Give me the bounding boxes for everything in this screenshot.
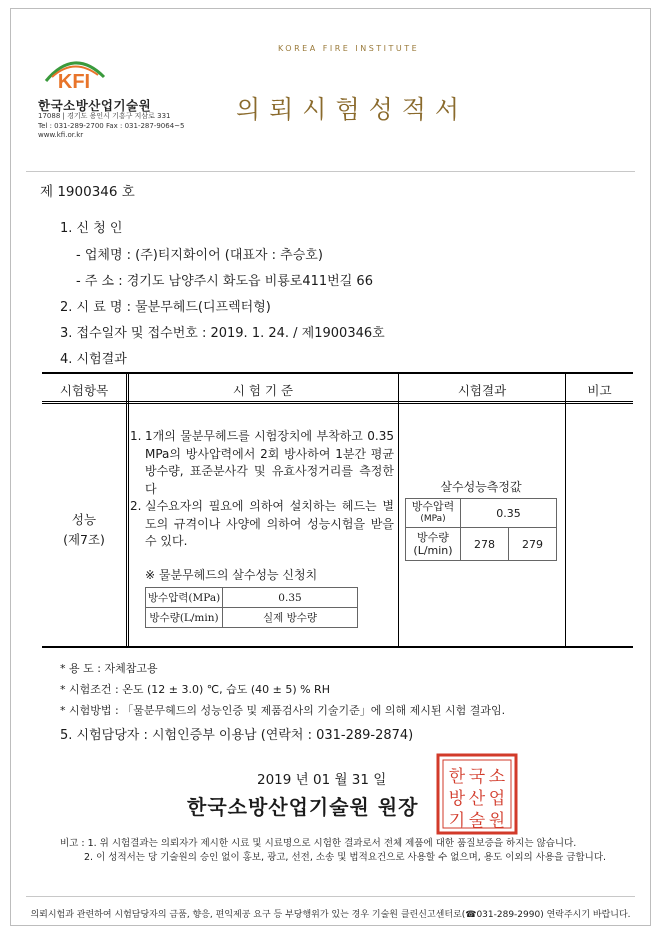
pressure-label-cell <box>406 499 461 528</box>
usage-block <box>60 658 505 721</box>
claim-table <box>145 587 358 628</box>
pressure-unit: (MPa) <box>420 514 446 524</box>
criteria-number: 1. <box>130 429 142 443</box>
address-line <box>76 270 373 289</box>
footer-divider <box>26 896 635 897</box>
document-title: 의뢰시험성적서 <box>236 95 469 124</box>
criteria-text: 실수요자의 필요에 의하여 설치하는 헤드는 별도의 규격이나 사양에 의하여 성능시험을 받을 수 있다. <box>145 499 394 548</box>
header-test-item: 시험항목 <box>59 383 109 398</box>
criteria-item <box>130 428 394 498</box>
usage-purpose: * 용 도 : 자체참고용 <box>60 662 158 675</box>
issuer-name: 한국소방산업기술원 원장 <box>187 795 419 819</box>
svg-text:KFI: KFI <box>57 71 91 91</box>
sample-value: 물분무헤드(디프렉터형) <box>135 300 271 315</box>
company-line <box>76 244 323 263</box>
usage-method: * 시험방법 : 「물분무헤드의 성능인증 및 제품검사의 기술기준」에 의해 제시된 시험 결과임. <box>60 704 506 717</box>
official-seal-image <box>435 752 519 836</box>
remark-line-2: 2. 이 성적서는 당 기술원의 승인 없이 홍보, 광고, 선전, 소송 및 법적요건으로 사용할 수 없으며, 용도 이외의 사용을 금합니다. <box>84 852 607 863</box>
svg-text:산: 산 <box>468 789 486 809</box>
svg-text:술: 술 <box>468 811 486 831</box>
flow-unit: (L/min) <box>413 544 453 557</box>
table-divider <box>398 372 399 648</box>
address-label: - 주 소 : <box>76 274 127 289</box>
org-address: 17088 | 경기도 용인시 기흥구 지삼로 331 <box>38 112 171 120</box>
claim-value: 실제 방수량 <box>223 608 358 628</box>
sample-label: 2. 시 료 명 : <box>60 300 136 315</box>
remark-line-1: 비고 : 1. 위 시험결과는 의뢰자가 제시한 시료 및 시료명으로 시험한 결과로서 전체 제품에 대한 품질보증을 하지는 않습니다. <box>60 838 577 849</box>
claim-label: 방수압력(MPa) <box>146 588 223 608</box>
test-item-cell <box>42 510 126 550</box>
org-name: 한국소방산업기술원 <box>38 98 152 113</box>
test-item-clause: (제7조) <box>63 532 105 547</box>
pressure-value: 0.35 <box>461 499 557 528</box>
table-header-rule <box>42 401 633 404</box>
sample-line <box>60 296 271 315</box>
org-contact-block <box>38 112 185 141</box>
header-remark: 비고 <box>587 383 612 398</box>
header-divider <box>26 171 635 172</box>
claim-value: 0.35 <box>223 588 358 608</box>
company-value: (주)티지화이어 (대표자 : 추승호) <box>135 248 323 263</box>
applicant-heading: 1. 신 청 인 <box>60 221 123 236</box>
test-item-name: 성능 <box>71 512 97 527</box>
kfi-logo <box>38 55 110 91</box>
pressure-label: 방수압력 <box>411 500 455 513</box>
org-phone: Tel : 031-289-2700 Fax : 031-287-9064~5 <box>38 121 185 130</box>
criteria-text: 1개의 물분무헤드를 시험장치에 부착하고 0.35 MPa의 방사압력에서 2회 방사하여 1분간 평균방수량, 표준분사각 및 유효사정거리를 측정한다 <box>145 429 394 496</box>
issue-date: 2019 년 01 월 31 일 <box>257 772 387 788</box>
svg-text:소: 소 <box>488 767 506 787</box>
remarks-block <box>60 837 606 865</box>
kfi-english-name: KOREA FIRE INSTITUTE <box>278 44 420 53</box>
flow-label: 방수량 <box>417 531 449 544</box>
flow-value-2: 279 <box>509 528 557 561</box>
claim-label: 방수량(L/min) <box>146 608 223 628</box>
results-heading: 4. 시험결과 <box>60 352 127 367</box>
svg-text:원: 원 <box>488 811 506 831</box>
receipt-label: 3. 접수일자 및 접수번호 : <box>60 326 211 341</box>
receipt-line <box>60 322 385 341</box>
svg-text:방: 방 <box>448 789 466 809</box>
org-web: www.kfi.or.kr <box>38 131 84 139</box>
header-criteria: 시 험 기 준 <box>232 383 294 398</box>
company-label: - 업체명 : <box>76 248 136 263</box>
footer-notice: 의뢰시험과 관련하여 시험담당자의 금품, 향응, 편익제공 요구 등 부당행위가 있는 경우 기술원 클린신고센터로(☎031-289-2990) 연락주시기 바랍니다. <box>30 910 631 920</box>
svg-text:한: 한 <box>448 767 466 787</box>
address-value: 경기도 남양주시 화도읍 비룡로411번길 66 <box>126 274 373 289</box>
measure-title: 살수성능측정값 <box>440 480 522 494</box>
criteria-item <box>130 498 394 551</box>
criteria-number: 2. <box>130 499 142 513</box>
flow-label-cell <box>406 528 461 561</box>
usage-conditions: * 시험조건 : 온도 (12 ± 3.0) ℃, 습도 (40 ± 5) % RH <box>60 683 330 696</box>
criteria-list <box>130 428 394 551</box>
svg-text:업: 업 <box>488 789 506 809</box>
header-result: 시험결과 <box>457 383 507 398</box>
table-divider <box>126 372 129 648</box>
flow-value-1: 278 <box>461 528 509 561</box>
table-divider <box>565 372 566 648</box>
measure-table <box>405 498 557 561</box>
document-number: 제 1900346 호 <box>40 184 135 200</box>
contact-line: 5. 시험담당자 : 시험인증부 이용남 (연락처 : 031-289-2874) <box>60 728 414 743</box>
svg-text:국: 국 <box>468 767 486 787</box>
svg-text:기: 기 <box>448 811 466 831</box>
receipt-value: 2019. 1. 24. / 제1900346호 <box>210 326 385 341</box>
claim-title: ※ 물분무헤드의 살수성능 신청치 <box>145 568 318 582</box>
